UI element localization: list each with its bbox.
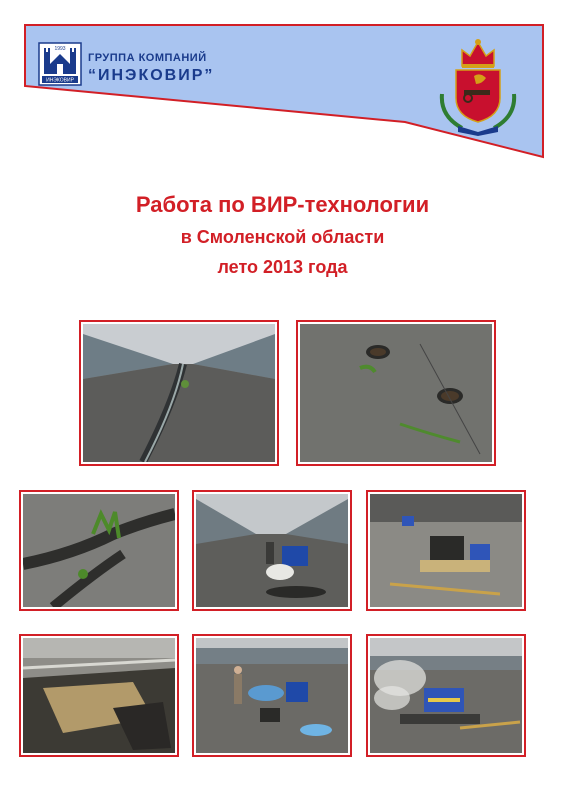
logo-year: 1993 bbox=[54, 46, 66, 52]
page-subtitle-period: лето 2013 года bbox=[217, 257, 348, 277]
header-banner bbox=[0, 0, 565, 160]
photo-machine-steam bbox=[366, 634, 526, 757]
smolensk-coat-of-arms-icon bbox=[432, 36, 524, 138]
photo-equipment-roof bbox=[192, 490, 352, 611]
company-group-label: ГРУППА КОМПАНИЙ bbox=[88, 52, 207, 64]
page-subtitle-region: в Смоленской области bbox=[180, 227, 385, 247]
photo-removed-roofing bbox=[19, 634, 179, 757]
photo-vir-machine bbox=[366, 490, 526, 611]
title-block bbox=[0, 190, 565, 282]
photo-roof-drains bbox=[296, 320, 496, 466]
company-name: “ИНЭКОВИР” bbox=[88, 67, 215, 84]
photo-weeds-crack bbox=[19, 490, 179, 611]
photo-workers-equipment bbox=[192, 634, 352, 757]
photo-roof-skylights bbox=[79, 320, 279, 466]
company-logo bbox=[38, 42, 82, 86]
page-title: Работа по ВИР-технологии bbox=[135, 192, 430, 217]
logo-name: ИНЭКОВИР bbox=[46, 77, 74, 84]
